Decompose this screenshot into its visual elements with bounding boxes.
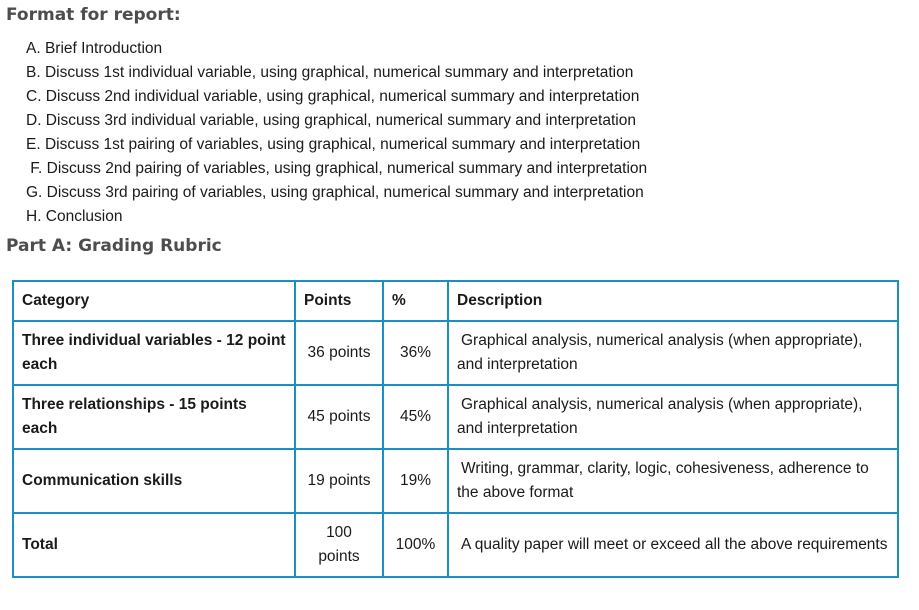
row-percent: 19% <box>383 449 448 513</box>
row-points: 19 points <box>295 449 383 513</box>
row-category: Total <box>13 513 295 577</box>
row-description: Writing, grammar, clarity, logic, cohesiveness, adherence to the above format <box>448 449 898 513</box>
row-category: Communication skills <box>13 449 295 513</box>
format-item: H. Conclusion <box>26 208 123 225</box>
format-item: G. Discuss 3rd pairing of variables, using graphical, numerical summary and interpretation <box>26 184 644 201</box>
row-category: Three relationships - 15 points each <box>13 385 295 449</box>
header-description: Description <box>448 281 898 321</box>
row-description: Graphical analysis, numerical analysis (when appropriate), and interpretation <box>448 385 898 449</box>
header-category: Category <box>13 281 295 321</box>
format-heading: Format for report: <box>6 5 181 25</box>
header-percent: % <box>383 281 448 321</box>
table-row <box>13 385 898 449</box>
row-description: Graphical analysis, numerical analysis (when appropriate), and interpretation <box>448 321 898 385</box>
format-item: E. Discuss 1st pairing of variables, using graphical, numerical summary and interpretation <box>26 136 641 153</box>
rubric-table <box>12 280 899 578</box>
row-points: 36 points <box>295 321 383 385</box>
row-points: 100 points <box>295 513 383 577</box>
row-percent: 100% <box>383 513 448 577</box>
row-percent: 45% <box>383 385 448 449</box>
table-row <box>13 321 898 385</box>
rubric-heading: Part A: Grading Rubric <box>6 236 222 256</box>
format-item: D. Discuss 3rd individual variable, using graphical, numerical summary and interpretation <box>26 112 636 129</box>
format-list <box>26 37 647 229</box>
row-description: A quality paper will meet or exceed all the above requirements <box>448 513 898 577</box>
table-row <box>13 513 898 577</box>
format-item: A. Brief Introduction <box>26 40 163 57</box>
table-row <box>13 449 898 513</box>
row-category: Three individual variables - 12 point each <box>13 321 295 385</box>
format-item: F. Discuss 2nd pairing of variables, using graphical, numerical summary and interpretation <box>26 160 648 177</box>
table-header-row <box>13 281 898 321</box>
row-points: 45 points <box>295 385 383 449</box>
header-points: Points <box>295 281 383 321</box>
row-percent: 36% <box>383 321 448 385</box>
format-item: C. Discuss 2nd individual variable, using graphical, numerical summary and interpretation <box>26 88 640 105</box>
format-item: B. Discuss 1st individual variable, using graphical, numerical summary and interpretation <box>26 64 634 81</box>
